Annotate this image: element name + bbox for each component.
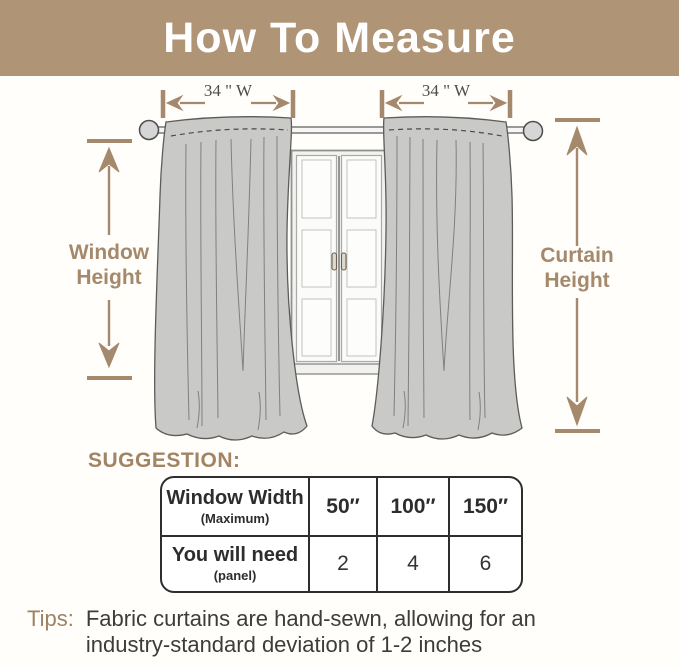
curtain-panel-left bbox=[155, 117, 307, 440]
page-title: How To Measure bbox=[163, 13, 516, 62]
panel-suggestion-table bbox=[160, 476, 523, 593]
panel-count-2: 2 bbox=[337, 552, 349, 575]
width-label-right: 34 " W bbox=[421, 81, 471, 100]
table-cell bbox=[450, 537, 521, 591]
table-cell bbox=[378, 537, 450, 591]
curtain-height-label: Curtain Height bbox=[540, 244, 614, 292]
width-label-left: 34 " W bbox=[203, 81, 253, 100]
tips-section bbox=[27, 606, 616, 658]
panel-count-4: 4 bbox=[407, 552, 419, 575]
width-value-50: 50″ bbox=[326, 494, 360, 518]
table-header-you-will-need bbox=[162, 537, 310, 591]
you-will-need-label: You will need bbox=[171, 544, 299, 566]
tips-text: Fabric curtains are hand-sewn, allowing for an industry-standard deviation of 1-2 inches bbox=[85, 606, 536, 657]
you-will-need-sublabel: (panel) bbox=[213, 568, 257, 583]
curtain-panel-right bbox=[372, 117, 522, 439]
width-value-150: 150″ bbox=[462, 494, 509, 518]
window-height-label: Window Height bbox=[68, 241, 150, 289]
table-cell bbox=[310, 537, 378, 591]
suggestion-heading: SUGGESTION: bbox=[88, 449, 241, 472]
window-width-label: Window Width bbox=[166, 486, 304, 509]
table-header-window-width bbox=[162, 478, 310, 537]
table-cell bbox=[450, 478, 521, 537]
window-illustration bbox=[283, 151, 395, 375]
window-width-sublabel: (Maximum) bbox=[200, 510, 270, 526]
header-banner bbox=[0, 0, 679, 76]
tips-label: Tips: bbox=[27, 606, 74, 631]
table-cell bbox=[378, 478, 450, 537]
table-cell bbox=[310, 478, 378, 537]
width-value-100: 100″ bbox=[390, 494, 436, 518]
panel-count-6: 6 bbox=[479, 552, 492, 575]
rod-finial-left bbox=[140, 121, 159, 140]
rod-finial-right bbox=[524, 122, 543, 141]
